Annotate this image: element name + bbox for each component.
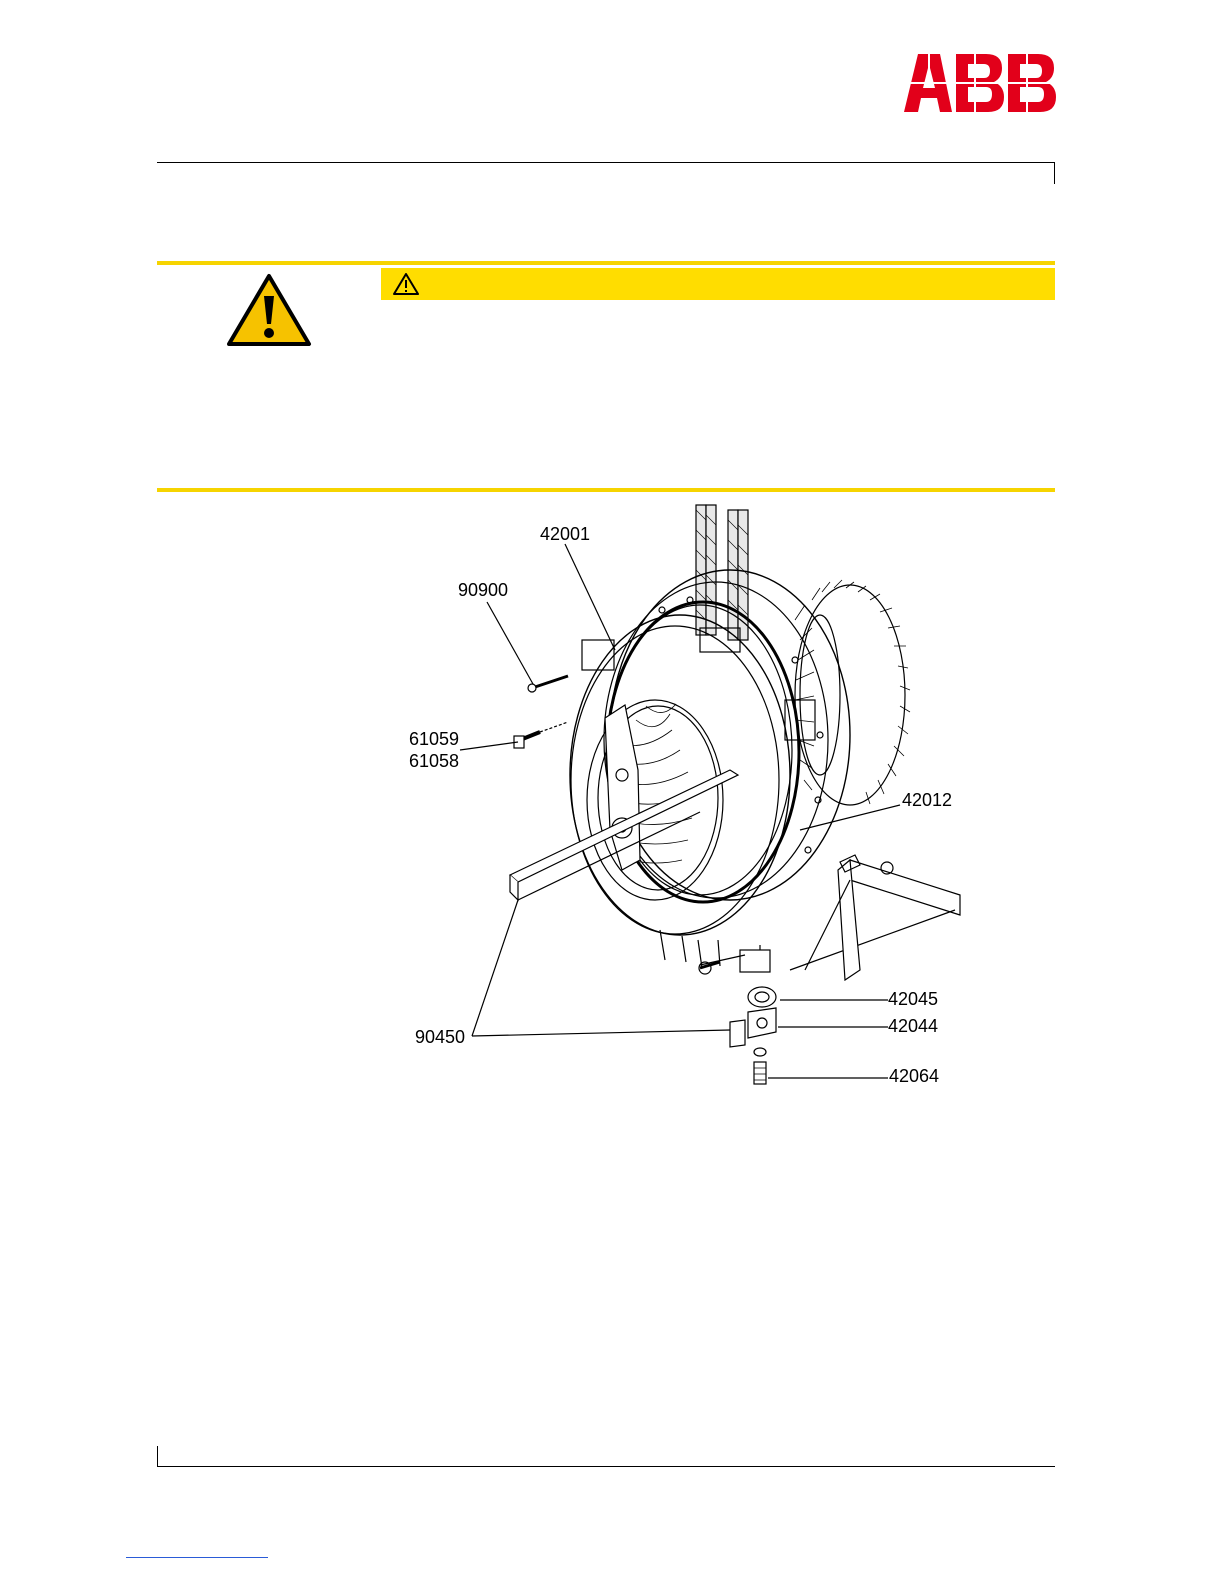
holding-plate [605,705,640,870]
callout-42012: 42012 [902,790,953,810]
header-rule [157,162,1055,163]
footer-rule [157,1466,1055,1467]
footer-rule-tick [157,1446,158,1467]
callout-42001: 42001 [540,524,591,544]
callout-61058: 61058 [409,751,460,771]
warning-sign-icon [226,272,312,348]
callout-90900: 90900 [458,580,509,600]
leader-lines [460,544,900,1078]
abb-logo [904,54,1056,112]
warning-top-bar [157,261,1055,265]
warning-header [381,268,1055,300]
lower-fasteners [660,930,776,1084]
callout-90450: 90450 [415,1027,466,1047]
header-rule-tick [1054,162,1055,184]
callout-42044: 42044 [888,1016,939,1036]
callout-42045: 42045 [888,989,939,1009]
warning-bottom-bar [157,488,1055,492]
footer-link[interactable] [126,1557,268,1558]
support-frame [790,855,960,980]
callout-42064: 42064 [889,1066,940,1086]
callout-61059: 61059 [409,729,460,749]
warning-triangle-icon [393,272,419,296]
